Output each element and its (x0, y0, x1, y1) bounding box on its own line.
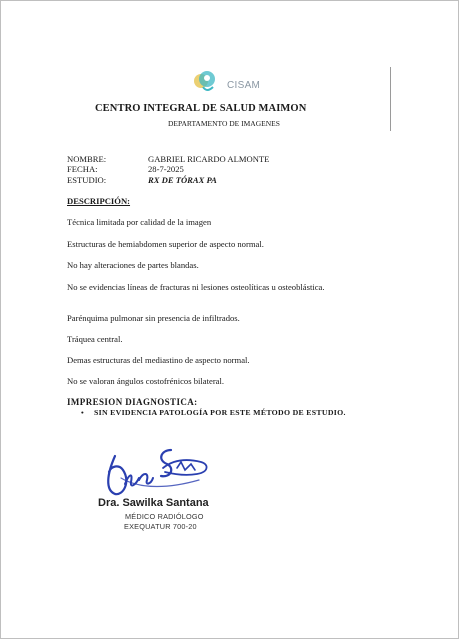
bullet-icon: • (81, 408, 85, 417)
department-name: DEPARTAMENTO DE IMAGENES (168, 119, 280, 128)
date-value: 28-7-2025 (148, 164, 184, 174)
finding-item: Parénquima pulmonar sin presencia de infiltrados. (67, 313, 240, 323)
signer-name: Dra. Sawilka Santana (98, 497, 209, 509)
date-label: FECHA: (67, 164, 98, 174)
finding-item: Demas estructuras del mediastino de aspecto normal. (67, 355, 250, 365)
study-label: ESTUDIO: (67, 175, 107, 185)
name-value: GABRIEL RICARDO ALMONTE (148, 154, 270, 164)
vertical-rule (390, 67, 391, 131)
signer-license: EXEQUATUR 700-20 (124, 522, 197, 531)
impression-item (81, 408, 346, 417)
name-label: NOMBRE: (67, 154, 107, 164)
organization-title: CENTRO INTEGRAL DE SALUD MAIMON (95, 103, 307, 114)
signer-title: MÉDICO RADIÓLOGO (125, 512, 204, 521)
impression-text: SIN EVIDENCIA PATOLOGÍA POR ESTE MÉTODO DE ESTUDIO. (94, 408, 346, 417)
impression-heading: IMPRESION DIAGNOSTICA: (67, 397, 198, 407)
finding-item: No se evidencias líneas de fracturas ni lesiones osteolíticas u osteoblástica. (67, 282, 325, 292)
finding-item: Técnica limitada por calidad de la imagen (67, 217, 212, 227)
study-value: RX DE TÓRAX PA (148, 175, 217, 185)
handwritten-signature (101, 444, 213, 500)
finding-item: Estructuras de hemiabdomen superior de aspecto normal. (67, 239, 264, 249)
finding-item: Tráquea central. (67, 334, 123, 344)
finding-item: No hay alteraciones de partes blandas. (67, 260, 199, 270)
finding-item: No se valoran ángulos costofrénicos bilateral. (67, 376, 225, 386)
description-heading: DESCRIPCIÓN: (67, 196, 131, 206)
logo-text: CISAM (227, 80, 261, 91)
